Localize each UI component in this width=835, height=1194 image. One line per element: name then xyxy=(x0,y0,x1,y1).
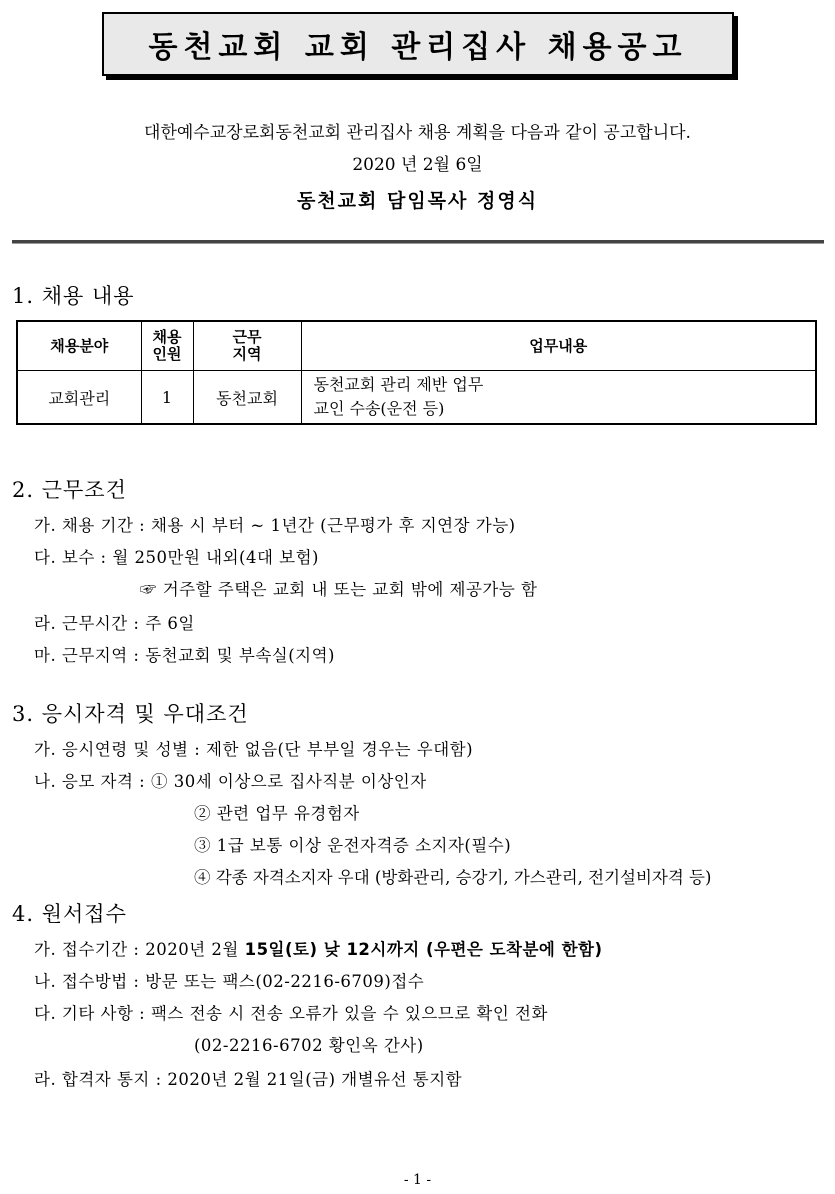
announcement-text: 대한예수교장로회동천교회 관리집사 채용 계획을 다음과 같이 공고합니다. xyxy=(144,123,691,143)
application-other: 다. 기타 사항 : 팩스 전송 시 전송 오류가 있을 수 있으므로 확인 전화 xyxy=(34,1004,548,1023)
section-heading-qualifications: 3. 응시자격 및 우대조건 xyxy=(12,702,249,726)
application-period-label: 가. 접수기간 : 2020년 2월 xyxy=(34,940,245,959)
page-title: 동천교회 교회 관리집사 채용공고 xyxy=(148,30,688,65)
header-location-line2: 지역 xyxy=(232,345,262,363)
cell-count: 1 xyxy=(141,371,193,425)
application-deadline: 15일(토) 낮 12시까지 (우편은 도착분에 한함) xyxy=(244,940,603,959)
application-notice: 라. 합격자 통지 : 2020년 2월 21일(금) 개별유선 통지함 xyxy=(34,1070,463,1089)
header-field: 채용분야 xyxy=(17,321,141,371)
duty-line-2: 교인 수송(운전 등) xyxy=(313,399,445,418)
header-count-line2: 인원 xyxy=(152,345,182,363)
header-location xyxy=(193,321,301,371)
recruitment-table xyxy=(16,320,817,425)
qualification-subitem: ④ 각종 자격소지자 우대 (방화관리, 승강기, 가스관리, 전기설비자격 등) xyxy=(194,868,712,887)
section-heading-recruitment: 1. 채용 내용 xyxy=(12,284,135,308)
qualification-subitem: ③ 1급 보통 이상 운전자격증 소지자(필수) xyxy=(194,836,512,855)
condition-item: 다. 보수 : 월 250만원 내외(4대 보험) xyxy=(34,548,319,567)
section-heading-conditions: 2. 근무조건 xyxy=(12,478,127,502)
header-location-line1: 근무 xyxy=(232,328,262,346)
table-row xyxy=(17,371,816,425)
application-period xyxy=(34,936,603,960)
condition-item: 라. 근무시간 : 주 6일 xyxy=(34,614,195,633)
cell-field: 교회관리 xyxy=(17,371,141,425)
header-duties: 업무내용 xyxy=(301,321,816,371)
header-count-line1: 채용 xyxy=(152,328,182,346)
qualification-item: 나. 응모 자격 : ① 30세 이상으로 집사직분 이상인자 xyxy=(34,772,427,791)
application-contact: (02-2216-6702 황인옥 간사) xyxy=(194,1036,424,1055)
section-heading-application: 4. 원서접수 xyxy=(12,902,127,926)
divider xyxy=(12,240,824,244)
announcement-date: 2020 년 2월 6일 xyxy=(352,155,483,175)
title-box xyxy=(102,12,734,76)
qualification-subitem: ② 관련 업무 유경험자 xyxy=(194,804,360,823)
condition-item: 가. 채용 기간 : 채용 시 부터 ~ 1년간 (근무평가 후 지연장 가능) xyxy=(34,516,516,535)
qualification-item: 가. 응시연령 및 성별 : 제한 없음(단 부부일 경우는 우대함) xyxy=(34,740,474,759)
header-count xyxy=(141,321,193,371)
announcement-author: 동천교회 담임목사 정영식 xyxy=(296,190,539,212)
condition-item: 마. 근무지역 : 동천교회 및 부속실(지역) xyxy=(34,646,335,665)
condition-note: ☞ 거주할 주택은 교회 내 또는 교회 밖에 제공가능 함 xyxy=(140,580,538,599)
duty-line-1: 동천교회 관리 제반 업무 xyxy=(313,375,484,394)
table-header-row xyxy=(17,321,816,371)
cell-location: 동천교회 xyxy=(193,371,301,425)
application-method: 나. 접수방법 : 방문 또는 팩스(02-2216-6709)접수 xyxy=(34,972,425,991)
page-number: - 1 - xyxy=(403,1172,432,1188)
cell-duties xyxy=(301,371,816,425)
